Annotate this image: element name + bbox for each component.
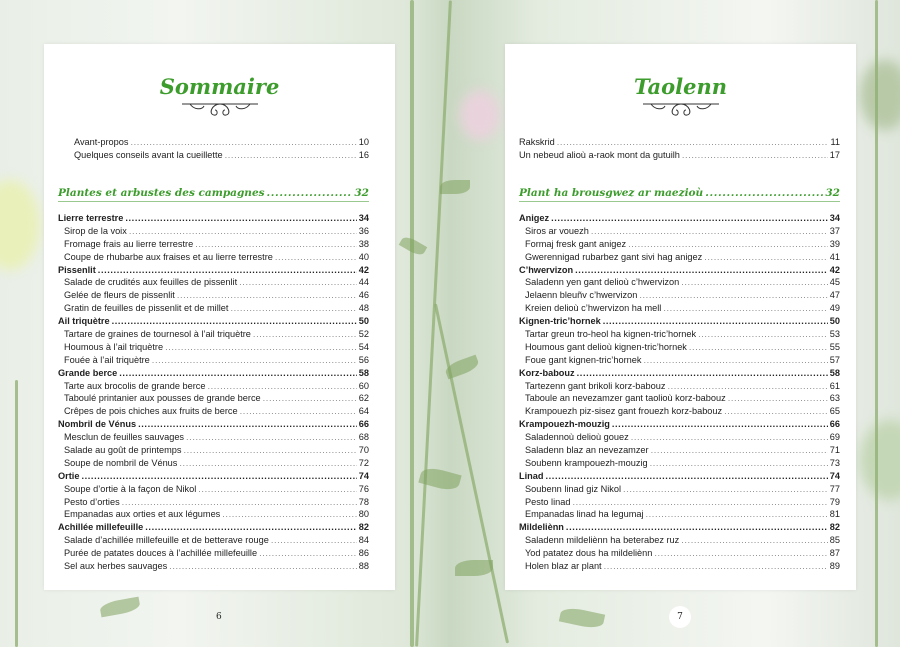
dot-leader [603, 315, 828, 328]
left-page [44, 44, 395, 622]
toc-page-number: 58 [358, 367, 369, 378]
dot-leader [198, 483, 356, 496]
toc-page-number: 39 [829, 238, 840, 249]
toc-page-number: 81 [829, 509, 840, 520]
page-title: Sommaire [159, 74, 280, 99]
ornament-icon [641, 98, 721, 120]
dot-leader [724, 405, 828, 418]
toc-entry-row [519, 508, 840, 521]
toc-chapter-row [58, 470, 369, 483]
toc-entry-row [74, 136, 369, 149]
toc-entry-row [519, 560, 840, 573]
toc-label: Fouée à l’ail triquètre [64, 354, 150, 365]
toc-label: Soubenn linad giz Nikol [525, 483, 622, 494]
dot-leader [98, 264, 357, 277]
toc-page-number: 57 [829, 354, 840, 365]
dot-leader [604, 560, 828, 573]
toc-page-number: 73 [829, 457, 840, 468]
toc-page-number: 37 [829, 225, 840, 236]
toc-label: Jelaenn bleuñv c’hwervizon [525, 290, 638, 301]
toc-page-number: 50 [358, 316, 369, 327]
dot-leader [152, 354, 357, 367]
toc-entry-row [58, 251, 369, 264]
toc-label: Achillée millefeuille [58, 522, 144, 533]
toc-label: Empanadas linad ha legumaj [525, 509, 644, 520]
dot-leader [186, 431, 357, 444]
toc-label: Kreien delioù c’hwervizon ha mell [525, 303, 662, 314]
toc-label: Kignen-tric’hornek [519, 316, 601, 327]
toc-page-number: 85 [829, 535, 840, 546]
dot-leader [125, 212, 356, 225]
toc-page-number: 79 [829, 496, 840, 507]
dot-leader [230, 302, 356, 315]
toc-page-number: 38 [358, 238, 369, 249]
toc-label: Pesto d’orties [64, 496, 120, 507]
dot-leader [112, 315, 357, 328]
toc-page-number: 36 [358, 225, 369, 236]
dot-leader [169, 560, 357, 573]
toc-page-number: 10 [358, 137, 369, 147]
toc-entry-row [58, 534, 369, 547]
dot-leader [119, 367, 357, 380]
dot-leader [130, 136, 356, 149]
toc-page-number: 89 [829, 561, 840, 572]
toc-entry-row [519, 392, 840, 405]
intro-list [44, 136, 395, 162]
toc-entry-row [519, 238, 840, 251]
dot-leader [240, 405, 357, 418]
toc-label: Sirop de la voix [64, 225, 127, 236]
dot-leader [179, 457, 356, 470]
toc-page-number: 49 [829, 303, 840, 314]
toc-chapter-row [519, 470, 840, 483]
toc-page-number: 41 [829, 251, 840, 262]
page-number: 7 [669, 606, 691, 628]
dot-leader [643, 354, 827, 367]
dot-leader [138, 418, 357, 431]
toc-label: Empanadas aux orties et aux légumes [64, 509, 221, 520]
dot-leader [263, 392, 357, 405]
toc-entry-row [58, 496, 369, 509]
dot-leader [704, 251, 828, 264]
toc-chapter-row [58, 521, 369, 534]
dot-leader [667, 380, 827, 393]
dot-leader [122, 496, 357, 509]
toc-page-number: 84 [358, 535, 369, 546]
toc-label: Ail triquètre [58, 316, 110, 327]
toc-entry-row [58, 302, 369, 315]
section-heading: Plant ha brousgwez ar maezioù ..... 32 [505, 186, 856, 200]
toc-page-number: 16 [358, 149, 369, 160]
toc-page-number: 80 [358, 509, 369, 520]
toc-entry-row [519, 149, 840, 162]
toc-label: Rakskrid [519, 137, 555, 147]
toc-page-number: 46 [358, 290, 369, 301]
toc-label: Gwerennigad rubarbez gant sivi hag anigez [525, 251, 703, 262]
toc-entry-row [519, 302, 840, 315]
toc-entry-row [519, 405, 840, 418]
dot-leader [271, 534, 357, 547]
toc-page-number: 42 [358, 264, 369, 275]
toc-page-number: 70 [358, 445, 369, 456]
toc-page-number: 34 [829, 213, 840, 223]
toc-entry-row [58, 328, 369, 341]
toc-page-number: 52 [358, 329, 369, 340]
toc-entry-row [58, 508, 369, 521]
dot-leader [575, 264, 828, 277]
toc-page-number: 47 [829, 290, 840, 301]
dot-leader [129, 225, 357, 238]
dot-leader [577, 367, 828, 380]
dot-leader [681, 534, 828, 547]
toc-label: Purée de patates douces à l’achillée millefeuille [64, 548, 258, 559]
toc-page-number: 76 [358, 483, 369, 494]
toc-label: Fromage frais au lierre terrestre [64, 238, 194, 249]
toc-label: Nombril de Vénus [58, 419, 137, 430]
toc-label: Soubenn krampouezh-mouzig [525, 457, 648, 468]
toc-label: Salade au goût de printemps [64, 445, 182, 456]
dot-leader [253, 328, 357, 341]
toc-label: Gratin de feuilles de pissenlit et de millet [64, 303, 229, 314]
toc-page-number: 72 [358, 457, 369, 468]
toc-chapter-row [58, 264, 369, 277]
toc-entry-row [74, 149, 369, 162]
toc-label: Lierre terrestre [58, 213, 124, 223]
toc-page-number: 42 [829, 264, 840, 275]
dot-leader [698, 328, 828, 341]
toc-chapter-row [519, 367, 840, 380]
page-number: 6 [216, 612, 222, 622]
toc-entry-row [519, 289, 840, 302]
toc-page-number: 74 [358, 470, 369, 481]
toc-label: C’hwervizon [519, 264, 574, 275]
toc-label: Salade de crudités aux feuilles de pissenlit [64, 277, 238, 288]
toc-entry-row [519, 496, 840, 509]
dot-leader [275, 251, 357, 264]
toc-chapter-row [519, 212, 840, 225]
dot-leader [654, 547, 827, 560]
toc-page-number: 74 [829, 470, 840, 481]
toc-page-number: 87 [829, 548, 840, 559]
toc-chapter-row [519, 264, 840, 277]
toc-entry-row [58, 547, 369, 560]
toc-page-number: 17 [829, 149, 840, 160]
toc-page-number: 64 [358, 406, 369, 417]
toc-label: Saladenn blaz an nevezamzer [525, 445, 649, 456]
toc-label: Formaj fresk gant anigez [525, 238, 627, 249]
toc-label: Saladenn yen gant delioù c’hwervizon [525, 277, 680, 288]
toc-label: Quelques conseils avant la cueillette [74, 149, 223, 160]
dot-leader [628, 238, 828, 251]
toc-entry-row [519, 457, 840, 470]
toc-entry-row [58, 354, 369, 367]
toc-label: Korz-babouz [519, 367, 575, 378]
toc-entry-row [519, 547, 840, 560]
toc-chapter-row [519, 521, 840, 534]
dot-leader [546, 470, 828, 483]
toc-page-number: 54 [358, 341, 369, 352]
dot-leader [207, 380, 356, 393]
toc-label: Crêpes de pois chiches aux fruits de berce [64, 406, 238, 417]
toc-page-number: 45 [829, 277, 840, 288]
toc-label: Holen blaz ar plant [525, 561, 602, 572]
toc-page-number: 68 [358, 432, 369, 443]
toc-page-number: 50 [829, 316, 840, 327]
toc-entry-row [58, 341, 369, 354]
toc-label: Yod patatez dous ha mildeliènn [525, 548, 653, 559]
toc-label: Coupe de rhubarbe aux fraises et au lierre terrestre [64, 251, 273, 262]
toc-label: Krampouezh piz-sisez gant frouezh korz-babouz [525, 406, 723, 417]
dot-leader [222, 508, 356, 521]
page-title: Taolenn [633, 74, 728, 99]
toc-label: Ortie [58, 470, 80, 481]
toc-page-number: 11 [830, 137, 840, 147]
toc-entry-row [58, 380, 369, 393]
toc-page-number: 66 [829, 419, 840, 430]
entries-list [44, 212, 395, 573]
toc-label: Linad [519, 470, 544, 481]
toc-label: Grande berce [58, 367, 118, 378]
toc-entry-row [58, 560, 369, 573]
toc-label: Tarte aux brocolis de grande berce [64, 380, 206, 391]
toc-label: Un nebeud alioù a-raok mont da gutuilh [519, 149, 680, 160]
toc-chapter-row [58, 212, 369, 225]
toc-page-number: 62 [358, 393, 369, 404]
toc-page-number: 55 [829, 341, 840, 352]
toc-page-number: 66 [358, 419, 369, 430]
toc-page-number: 56 [358, 354, 369, 365]
toc-page-number: 71 [829, 445, 840, 456]
toc-entry-row [58, 483, 369, 496]
toc-chapter-row [58, 367, 369, 380]
dot-leader [572, 496, 827, 509]
toc-page-number: 69 [829, 432, 840, 443]
toc-label: Siros ar vouezh [525, 225, 589, 236]
dot-leader [557, 136, 829, 149]
toc-page-number: 61 [829, 380, 840, 391]
toc-page-number: 63 [829, 393, 840, 404]
toc-page-number: 44 [358, 277, 369, 288]
toc-entry-row [58, 276, 369, 289]
toc-page-number: 78 [358, 496, 369, 507]
toc-entry-row [58, 457, 369, 470]
dot-leader [239, 276, 357, 289]
toc-page-number: 88 [358, 561, 369, 572]
dot-leader [639, 289, 827, 302]
dot-leader [650, 457, 828, 470]
toc-label: Soupe de nombril de Vénus [64, 457, 178, 468]
toc-chapter-row [519, 418, 840, 431]
toc-entry-row [58, 444, 369, 457]
toc-entry-row [519, 534, 840, 547]
toc-label: Tartezenn gant brikoli korz-babouz [525, 380, 666, 391]
toc-label: Avant-propos [74, 137, 129, 147]
toc-entry-row [519, 341, 840, 354]
toc-label: Sel aux herbes sauvages [64, 561, 168, 572]
dot-leader [631, 431, 828, 444]
toc-entry-row [58, 392, 369, 405]
toc-label: Houmous gant delioù kignen-tric’hornek [525, 341, 687, 352]
toc-entry-row [519, 276, 840, 289]
toc-label: Tartare de graines de tournesol à l’ail triquètre [64, 329, 251, 340]
toc-page-number: 86 [358, 548, 369, 559]
dot-leader [689, 341, 828, 354]
toc-label: Salade d’achillée millefeuille et de betterave rouge [64, 535, 269, 546]
dot-leader [681, 276, 828, 289]
section-divider [58, 201, 369, 202]
toc-entry-row [519, 251, 840, 264]
toc-label: Houmous à l’ail triquètre [64, 341, 164, 352]
toc-page-number: 48 [358, 303, 369, 314]
toc-label: Mesclun de feuilles sauvages [64, 432, 185, 443]
section-divider [519, 201, 840, 202]
toc-label: Soupe d’ortie à la façon de Nikol [64, 483, 197, 494]
dot-leader [623, 483, 828, 496]
ornament-icon [180, 98, 260, 120]
toc-entry-row [519, 354, 840, 367]
toc-label: Saladennoù delioù gouez [525, 432, 629, 443]
dot-leader [566, 521, 828, 534]
toc-entry-row [58, 238, 369, 251]
toc-page-number: 53 [829, 329, 840, 340]
dot-leader [195, 238, 357, 251]
dot-leader [728, 392, 828, 405]
toc-page-number: 77 [829, 483, 840, 494]
intro-list [505, 136, 856, 162]
dot-leader [165, 341, 357, 354]
toc-page-number: 40 [358, 251, 369, 262]
toc-label: Pissenlit [58, 264, 96, 275]
right-page [505, 44, 856, 590]
dot-leader [663, 302, 827, 315]
toc-entry-row [58, 225, 369, 238]
toc-label: Taboule an nevezamzer gant taolioù korz-babouz [525, 393, 726, 404]
toc-entry-row [519, 328, 840, 341]
toc-label: Pesto linad [525, 496, 571, 507]
dot-leader [551, 212, 828, 225]
toc-label: Gelée de fleurs de pissenlit [64, 290, 175, 301]
dot-leader [259, 547, 357, 560]
toc-page-number: 82 [829, 522, 840, 533]
toc-page-number: 58 [829, 367, 840, 378]
dot-leader [682, 149, 828, 162]
toc-entry-row [519, 483, 840, 496]
toc-chapter-row [58, 418, 369, 431]
toc-entry-row [519, 380, 840, 393]
toc-entry-row [58, 431, 369, 444]
dot-leader [177, 289, 357, 302]
toc-label: Krampouezh-mouzig [519, 419, 610, 430]
toc-entry-row [519, 225, 840, 238]
toc-chapter-row [58, 315, 369, 328]
section-heading: Plantes et arbustes des campagnes ..... 32 [44, 186, 395, 200]
toc-page-number: 65 [829, 406, 840, 417]
dot-leader [145, 521, 356, 534]
toc-page-number: 34 [358, 213, 369, 223]
toc-chapter-row [519, 315, 840, 328]
toc-entry-row [519, 444, 840, 457]
dot-leader [646, 508, 828, 521]
toc-entry-row [519, 431, 840, 444]
toc-label: Anigez [519, 213, 550, 223]
dot-leader [651, 444, 828, 457]
toc-entry-row [519, 136, 840, 149]
toc-page-number: 60 [358, 380, 369, 391]
toc-label: Saladenn mildeliènn ha beterabez ruz [525, 535, 680, 546]
entries-list [505, 212, 856, 573]
toc-entry-row [58, 405, 369, 418]
dot-leader [591, 225, 828, 238]
toc-label: Tartar greun tro-heol ha kignen-tric’hornek [525, 329, 697, 340]
dot-leader [612, 418, 828, 431]
toc-label: Foue gant kignen-tric’hornek [525, 354, 642, 365]
toc-label: Mildeliènn [519, 522, 564, 533]
dot-leader [183, 444, 356, 457]
toc-page-number: 82 [358, 522, 369, 533]
dot-leader [81, 470, 356, 483]
toc-entry-row [58, 289, 369, 302]
dot-leader [225, 149, 357, 162]
toc-label: Taboulé printanier aux pousses de grande berce [64, 393, 261, 404]
